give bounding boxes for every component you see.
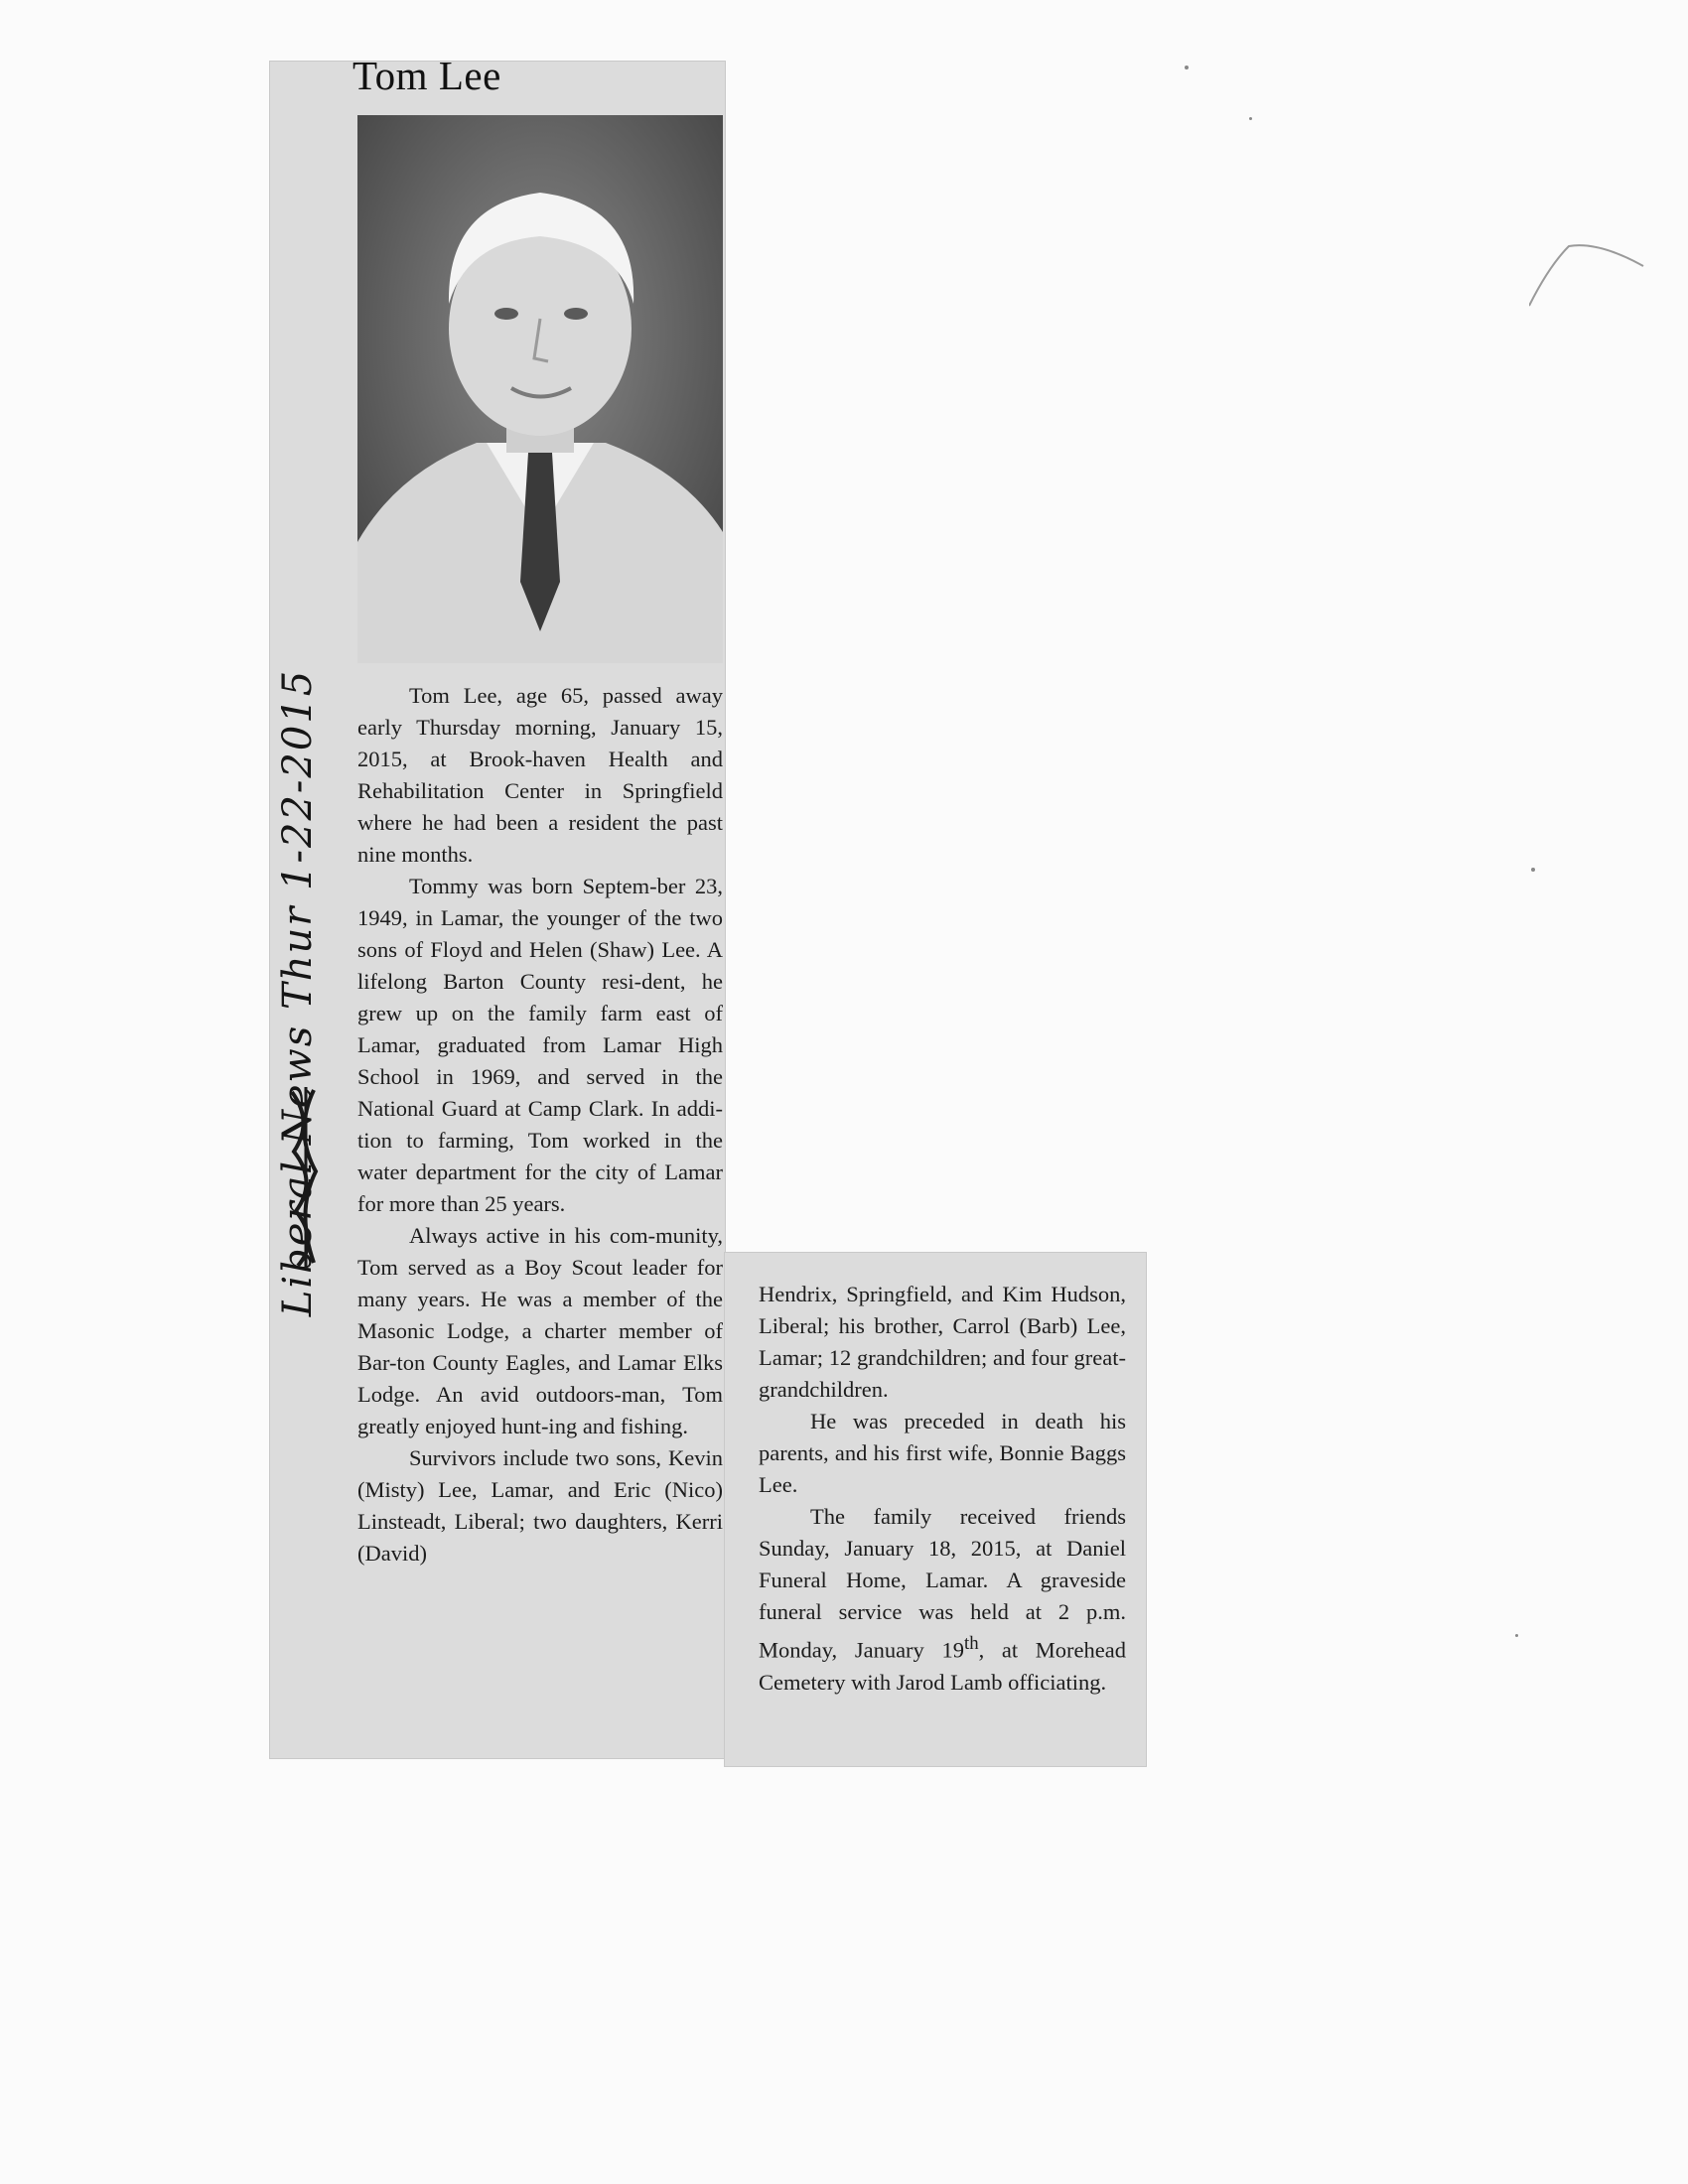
- service-text-end: , at Morehead Cemetery with Jarod Lamb officiating.: [759, 1637, 1126, 1695]
- dust-speck: [1249, 117, 1252, 120]
- portrait-photo: [357, 115, 723, 663]
- dust-speck: [1515, 1634, 1518, 1637]
- service-text: The family received friends Sunday, January 18, 2015, at Daniel Funeral Home, Lamar. A graveside funeral service was held at 2 p.m. Monday, January 19: [759, 1504, 1126, 1663]
- dust-speck: [1185, 66, 1189, 69]
- obituary-paragraph: Hendrix, Springfield, and Kim Hudson, Liberal; his brother, Carrol (Barb) Lee, Lamar; 12 grandchildren; and four great-grandchildren.: [759, 1282, 1126, 1402]
- obituary-headline: Tom Lee: [352, 53, 501, 98]
- obituary-paragraph: [759, 1501, 1126, 1699]
- obituary-paragraph: He was preceded in death his parents, and his first wife, Bonnie Baggs Lee.: [759, 1409, 1126, 1497]
- obituary-paragraph: Survivors include two sons, Kevin (Misty) Lee, Lamar, and Eric (Nico) Linsteadt, Liberal; two daughters, Kerri (David): [357, 1445, 723, 1566]
- dust-speck: [1531, 868, 1535, 872]
- obituary-paragraph: Tom Lee, age 65, passed away early Thursday morning, January 15, 2015, at Brook-haven Health and Rehabilitation Center in Springfield where he had been a resident the past nine months.: [357, 683, 723, 867]
- scribbled-out-word: [284, 1082, 328, 1271]
- obituary-paragraph: Tommy was born Septem-ber 23, 1949, in Lamar, the younger of the two sons of Floyd and Helen (Shaw) Lee. A lifelong Barton County resi-dent, he grew up on the family farm east of Lamar, graduated from Lamar High School in 1969, and served in the National Guard at Camp Clark. In addi-tion to farming, Tom worked in the water department for the city of Lamar for more than 25 years.: [357, 874, 723, 1216]
- ordinal-suffix: th: [963, 1633, 979, 1654]
- pencil-mark: [1529, 236, 1648, 316]
- handwritten-source-date: Liberal News Thur 1-22-2015: [275, 668, 321, 1317]
- obituary-column-right: [759, 1279, 1126, 1699]
- obituary-paragraph: Always active in his com-munity, Tom served as a Boy Scout leader for many years. He was a member of the Masonic Lodge, a charter member of Bar-ton County Eagles, and Lamar Elks Lodge. An avid outdoors-man, Tom greatly enjoyed hunt-ing and fishing.: [357, 1223, 723, 1438]
- obituary-column-left: [357, 680, 723, 1570]
